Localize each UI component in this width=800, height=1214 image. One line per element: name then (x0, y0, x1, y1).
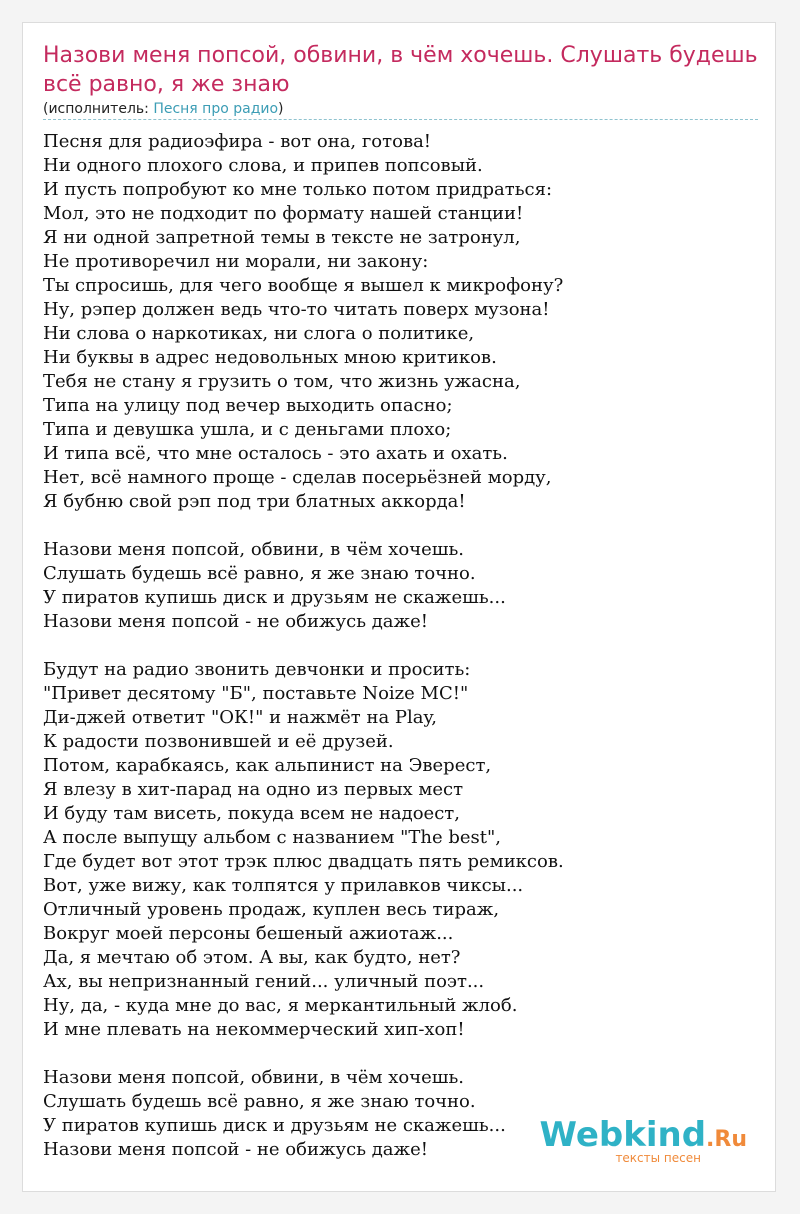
lyrics-stanza (43, 658, 763, 1042)
lyrics-line: Да, я мечтаю об этом. А вы, как будто, нет? (43, 947, 461, 968)
lyrics-line: "Привет десятому "Б", поставьте Noize MC!" (43, 683, 469, 704)
lyrics-line: Я ни одной запретной темы в тексте не затронул, (43, 227, 521, 248)
lyrics-line: Ни одного плохого слова, и припев попсовый. (43, 155, 483, 176)
lyrics-line: Назови меня попсой, обвини, в чём хочешь. (43, 539, 465, 560)
song-title: Назови меня попсой, обвини, в чём хочешь. Слушать будешь всё равно, я же знаю (43, 43, 758, 97)
logo-tagline: тексты песен (615, 1151, 701, 1165)
lyrics-line: Назови меня попсой, обвини, в чём хочешь. (43, 1067, 465, 1088)
lyrics-line: Ну, да, - куда мне до вас, я меркантильный жлоб. (43, 995, 518, 1016)
lyrics-line: Слушать будешь всё равно, я же знаю точно. (43, 1091, 476, 1112)
lyrics-line: У пиратов купишь диск и друзьям не скажешь... (43, 587, 506, 608)
artist-prefix: (исполнитель: (43, 101, 154, 117)
lyrics-line: Где будет вот этот трэк плюс двадцать пять ремиксов. (43, 851, 564, 872)
logo-name: Webkind (539, 1115, 707, 1155)
lyrics-line: И пусть попробуют ко мне только потом придраться: (43, 179, 553, 200)
lyrics-line: Тебя не стану я грузить о том, что жизнь ужасна, (43, 371, 521, 392)
lyrics-line: Я бубню свой рэп под три блатных аккорда! (43, 491, 466, 512)
lyrics-line: Типа на улицу под вечер выходить опасно; (43, 395, 453, 416)
lyrics-line: Ни слова о наркотиках, ни слога о политике, (43, 323, 475, 344)
lyrics-line: Ни буквы в адрес недовольных мною критиков. (43, 347, 497, 368)
lyrics-line: И буду там висеть, покуда всем не надоест, (43, 803, 460, 824)
lyrics-line: Песня для радиоэфира - вот она, готова! (43, 131, 432, 152)
webkind-logo (539, 1115, 747, 1167)
lyrics-line: Мол, это не подходит по формату нашей станции! (43, 203, 524, 224)
lyrics-line: Не противоречил ни морали, ни закону: (43, 251, 429, 272)
artist-suffix: ) (278, 101, 284, 117)
artist-link[interactable]: Песня про радио (153, 101, 279, 117)
artist-line (43, 100, 284, 118)
logo-tld: .Ru (706, 1127, 747, 1152)
lyrics-line: Слушать будешь всё равно, я же знаю точно. (43, 563, 476, 584)
lyrics-line: Назови меня попсой - не обижусь даже! (43, 611, 428, 632)
lyrics-line: И мне плевать на некоммерческий хип-хоп! (43, 1019, 465, 1040)
lyrics-line: Типа и девушка ушла, и с деньгами плохо; (43, 419, 452, 440)
lyrics-line: А после выпущу альбом с названием "The best", (43, 827, 502, 848)
lyrics-text (43, 130, 763, 1186)
lyrics-line: У пиратов купишь диск и друзьям не скажешь... (43, 1115, 506, 1136)
lyrics-line: Вокруг моей персоны бешеный ажиотаж... (43, 923, 454, 944)
lyrics-line: Ну, рэпер должен ведь что-то читать поверх музона! (43, 299, 550, 320)
lyrics-stanza (43, 538, 763, 634)
lyrics-line: Потом, карабкаясь, как альпинист на Эверест, (43, 755, 492, 776)
lyrics-line: Назови меня попсой - не обижусь даже! (43, 1139, 428, 1160)
lyrics-line: Нет, всё намного проще - сделав посерьёзней морду, (43, 467, 552, 488)
lyrics-line: К радости позвонившей и её друзей. (43, 731, 394, 752)
lyrics-line: И типа всё, что мне осталось - это ахать и охать. (43, 443, 508, 464)
lyrics-line: Ди-джей ответит "ОК!" и нажмёт на Play, (43, 707, 438, 728)
lyrics-line: Отличный уровень продаж, куплен весь тираж, (43, 899, 500, 920)
title-divider (43, 119, 758, 120)
lyrics-line: Вот, уже вижу, как толпятся у прилавков чиксы... (43, 875, 524, 896)
lyrics-stanza (43, 130, 763, 514)
lyrics-line: Я влезу в хит-парад на одно из первых мест (43, 779, 464, 800)
lyrics-line: Будут на радио звонить девчонки и просить: (43, 659, 471, 680)
lyrics-card (22, 22, 776, 1192)
lyrics-line: Ах, вы непризнанный гений... уличный поэт... (43, 971, 485, 992)
lyrics-line: Ты спросишь, для чего вообще я вышел к микрофону? (43, 275, 564, 296)
